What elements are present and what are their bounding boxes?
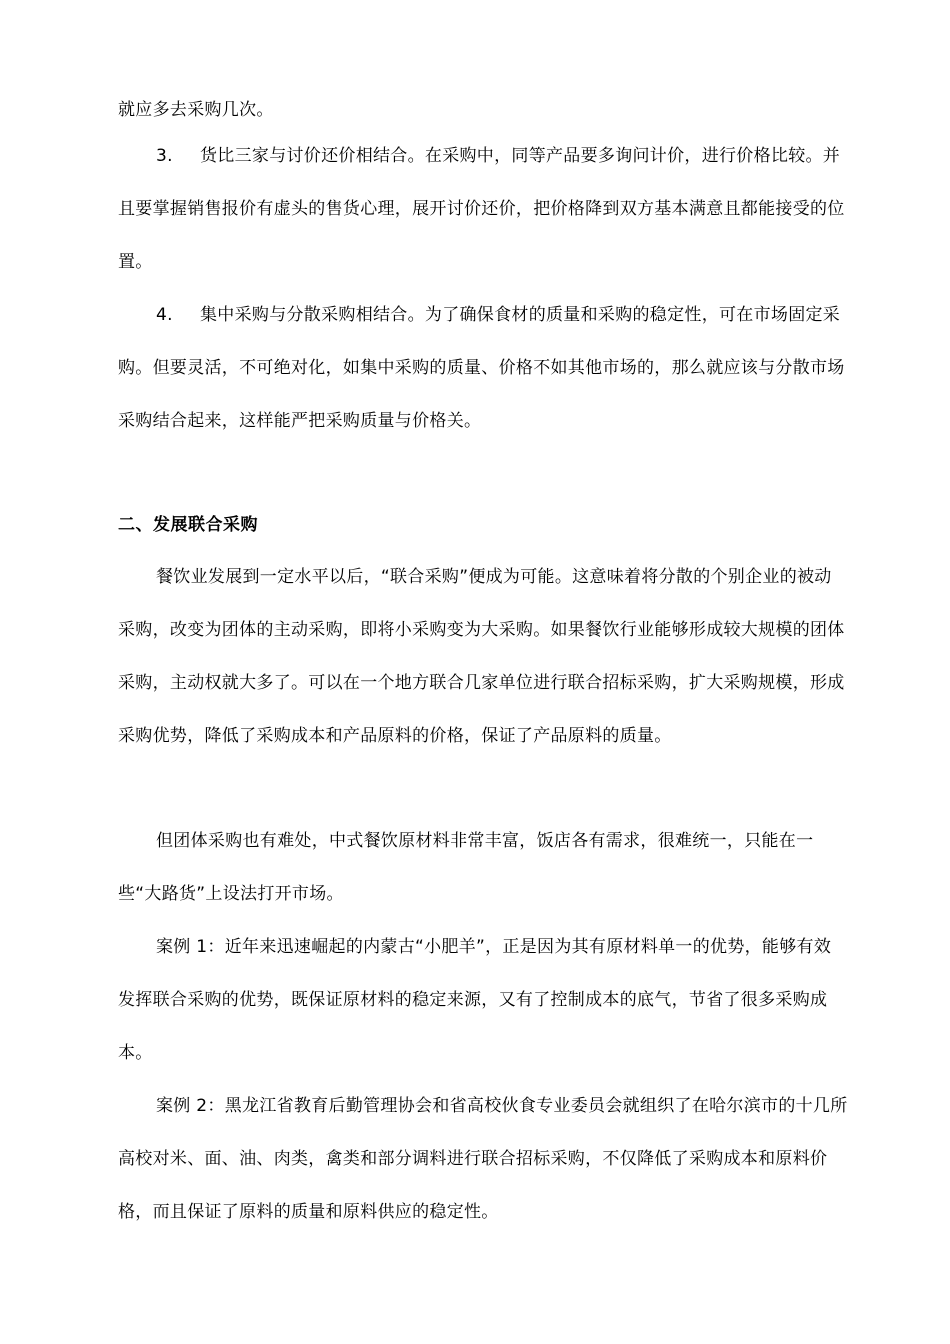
paragraph-difficulties: 但团体采购也有难处，中式餐饮原材料非常丰富，饭店各有需求，很难统一，只能在一些“大路货”上设法打开市场。 bbox=[118, 831, 814, 904]
paragraph-continuation: 就应多去采购几次。 bbox=[118, 100, 274, 120]
section-heading: 二、发展联合采购 bbox=[118, 515, 258, 535]
paragraph-case-1: 案例 1：近年来迅速崛起的内蒙古“小肥羊”，正是因为其有原材料单一的优势，能够有效发挥联合采购的优势，既保证原材料的稳定来源，又有了控制成本的底气，节省了很多采购成本。 bbox=[118, 937, 832, 1063]
paragraph-joint-purchasing: 餐饮业发展到一定水平以后，“联合采购”便成为可能。这意味着将分散的个别企业的被动采购，改变为团体的主动采购，即将小采购变为大采购。如果餐饮行业能够形成较大规模的团体采购，主动权就大多了。可以在一个地方联合几家单位进行联合招标采购，扩大采购规模，形成采购优势，降低了采购成本和产品原料的价格，保证了产品原料的质量。 bbox=[118, 567, 845, 746]
list-item-4 bbox=[118, 289, 848, 448]
list-item-text: 货比三家与讨价还价相结合。在采购中，同等产品要多询问计价，进行价格比较。并且要掌握销售报价有虚头的售货心理，展开讨价还价，把价格降到双方基本满意且都能接受的位置。 bbox=[118, 146, 845, 272]
list-number: 3. bbox=[156, 146, 173, 166]
list-number: 4. bbox=[156, 305, 173, 325]
paragraph-case-2: 案例 2：黑龙江省教育后勤管理协会和省高校伙食专业委员会就组织了在哈尔滨市的十几所高校对米、面、油、肉类，禽类和部分调料进行联合招标采购，不仅降低了采购成本和原料价格，而且保证了原料的质量和原料供应的稳定性。 bbox=[118, 1096, 848, 1222]
list-item-3 bbox=[118, 130, 848, 289]
list-item-text: 集中采购与分散采购相结合。为了确保食材的质量和采购的稳定性，可在市场固定采购。但要灵活，不可绝对化，如集中采购的质量、价格不如其他市场的，那么就应该与分散市场采购结合起来，这样能严把采购质量与价格关。 bbox=[118, 305, 845, 431]
